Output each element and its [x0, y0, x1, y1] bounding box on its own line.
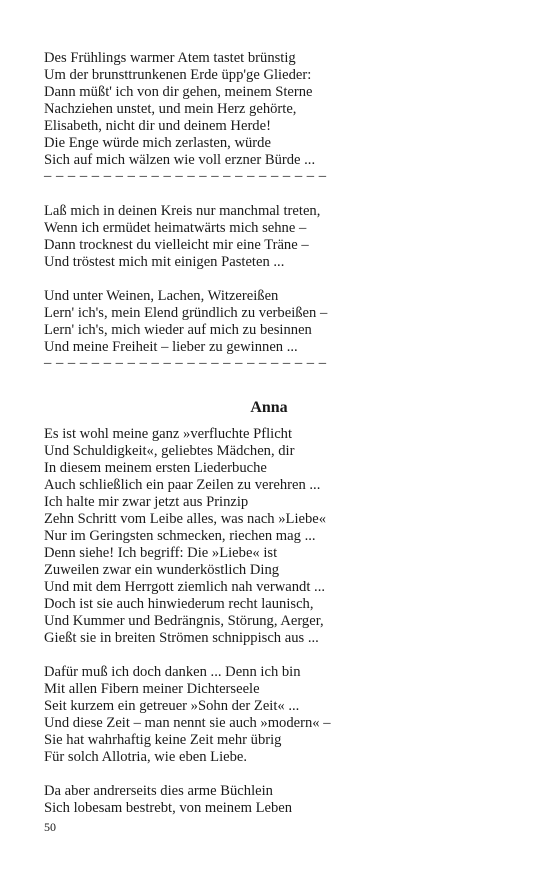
verse-line: Und meine Freiheit – lieber zu gewinnen ... — [44, 339, 298, 355]
stanza-2 — [44, 203, 514, 271]
verse-line: Sich auf mich wälzen wie voll erzner Bürde ... — [44, 152, 316, 168]
verse-line: Da aber andrerseits dies arme Büchlein — [44, 783, 273, 799]
verse-line: Ich halte mir zwar jetzt aus Prinzip — [44, 494, 249, 510]
verse-line: Sie hat wahrhaftig keine Zeit mehr übrig — [44, 732, 282, 748]
verse-line: Lern' ich's, mich wieder auf mich zu besinnen — [44, 322, 312, 338]
verse-line: Dann müßt' ich von dir gehen, meinem Sterne — [44, 84, 313, 100]
verse-line: Denn siehe! Ich begriff: Die »Liebe« ist — [44, 545, 278, 561]
verse-line: Sich lobesam bestrebt, von meinem Leben — [44, 800, 293, 816]
verse-line: Dann trocknest du vielleicht mir eine Träne – — [44, 237, 309, 253]
verse-line: Wenn ich ermüdet heimatwärts mich sehne – — [44, 220, 307, 236]
verse-line: Des Frühlings warmer Atem tastet brünstig — [44, 50, 296, 66]
verse-line: Und tröstest mich mit einigen Pasteten ... — [44, 254, 285, 270]
verse-line: Dafür muß ich doch danken ... Denn ich bin — [44, 664, 301, 680]
page-number: 50 — [44, 820, 56, 834]
verse-line: In diesem meinem ersten Liederbuche — [44, 460, 267, 476]
verse-line: Seit kurzem ein getreuer »Sohn der Zeit« ... — [44, 698, 300, 714]
poem-stanza-2 — [44, 664, 514, 766]
verse-line: Auch schließlich ein paar Zeilen zu verehren ... — [44, 477, 321, 493]
verse-line: Um der brunsttrunkenen Erde üpp'ge Glieder: — [44, 67, 312, 83]
verse-line: Und Kummer und Bedrängnis, Störung, Aerger, — [44, 613, 324, 629]
stanza-3 — [44, 288, 514, 356]
verse-line: Die Enge würde mich zerlasten, würde — [44, 135, 271, 151]
spacer — [44, 185, 514, 203]
verse-line: Laß mich in deinen Kreis nur manchmal treten, — [44, 203, 321, 219]
verse-line: Und unter Weinen, Lachen, Witzereißen — [44, 288, 279, 304]
verse-line: Nachziehen unstet, und mein Herz gehörte, — [44, 101, 297, 117]
verse-line: Doch ist sie auch hinwiederum recht launisch, — [44, 596, 314, 612]
page-text — [44, 50, 514, 834]
verse-line: Mit allen Fibern meiner Dichterseele — [44, 681, 260, 697]
verse-line: Elisabeth, nicht dir und deinem Herde! — [44, 118, 271, 134]
verse-line: Und mit dem Herrgott ziemlich nah verwandt ... — [44, 579, 325, 595]
verse-line: Zuweilen zwar ein wunderköstlich Ding — [44, 562, 280, 578]
poem-title: Anna — [250, 399, 288, 416]
poem-stanza-1 — [44, 426, 514, 647]
poem-stanza-3 — [44, 783, 514, 817]
verse-line: Und diese Zeit – man nennt sie auch »modern« – — [44, 715, 331, 731]
dash-separator: – – – – – – – – – – – – – – – – – – – – – – – – — [44, 168, 327, 184]
verse-line: Zehn Schritt vom Leibe alles, was nach »Liebe« — [44, 511, 327, 527]
verse-line: Gießt sie in breiten Strömen schnippisch aus ... — [44, 630, 319, 646]
verse-line: Und Schuldigkeit«, geliebtes Mädchen, dir — [44, 443, 295, 459]
stanza-1 — [44, 50, 514, 169]
verse-line: Es ist wohl meine ganz »verfluchte Pflicht — [44, 426, 293, 442]
verse-line: Für solch Allotria, wie eben Liebe. — [44, 749, 248, 765]
verse-line: Lern' ich's, mein Elend gründlich zu verbeißen – — [44, 305, 328, 321]
verse-line: Nur im Geringsten schmecken, riechen mag ... — [44, 528, 316, 544]
dash-separator: – – – – – – – – – – – – – – – – – – – – – – – – — [44, 355, 327, 371]
